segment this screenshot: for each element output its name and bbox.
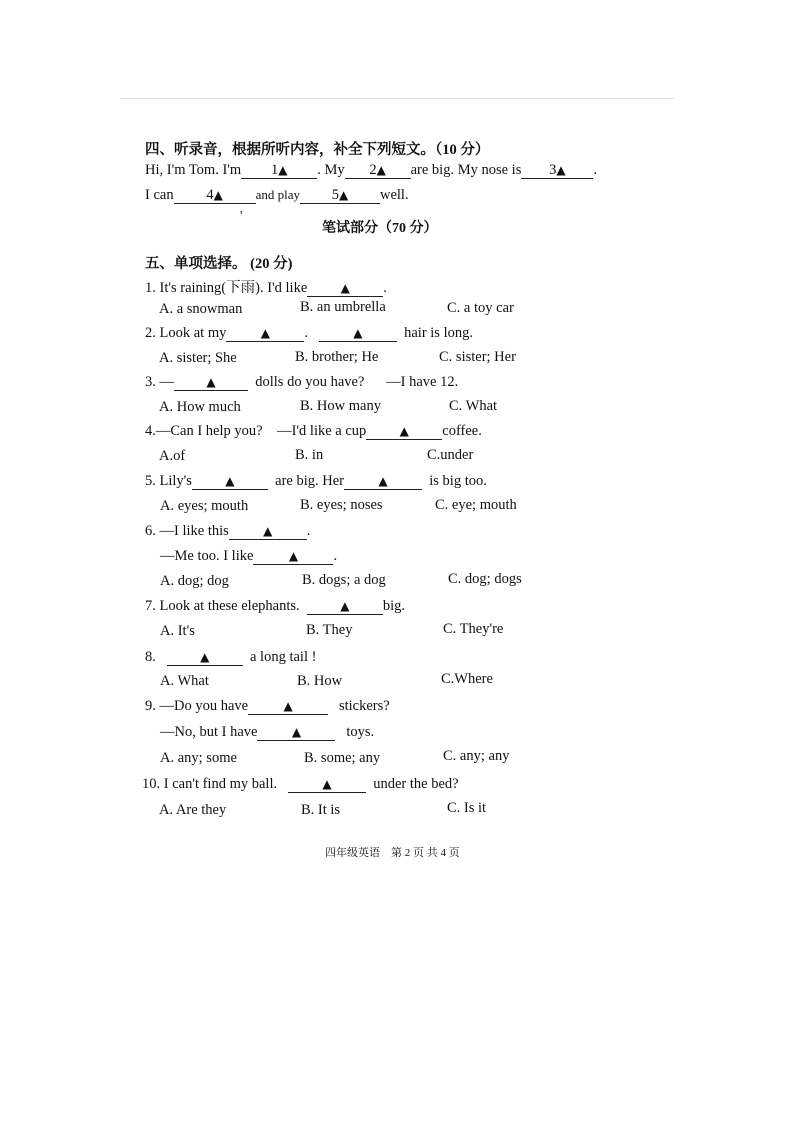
q9-option-b: B. some; any <box>304 750 381 766</box>
top-rule <box>120 98 675 99</box>
answer-blank: ▲ <box>319 326 397 342</box>
q8-option-c: C.Where <box>441 671 493 687</box>
q3-option-c: C. What <box>449 398 498 414</box>
question-5: 5. Lily's ▲ are big. Her ▲ is big too. <box>145 473 487 489</box>
question-8: 8. ▲ a long tail ! <box>145 649 317 665</box>
q5-option-c: C. eye; mouth <box>435 497 517 513</box>
answer-blank: ▲ <box>307 599 383 615</box>
q7-option-b: B. They <box>306 622 353 638</box>
q2-option-a: A. sister; She <box>159 350 237 366</box>
section-4-heading: 四、听录音，根据所听内容，补全下列短文。（10 分） <box>145 142 490 158</box>
question-6-reply: —Me too. I like ▲ . <box>160 548 338 564</box>
q10-option-a: A. Are they <box>159 802 227 818</box>
answer-blank: ▲ <box>192 474 268 490</box>
answer-blank: ▲ <box>366 424 442 440</box>
question-9: 9. —Do you have ▲ stickers? <box>145 698 390 714</box>
q6-option-a: A. dog; dog <box>160 573 229 589</box>
section-4-line-2: I can 4▲ and play 5▲ well. <box>145 187 409 203</box>
question-6: 6. —I like this ▲ . <box>145 523 311 539</box>
q4-option-a: A.of <box>159 448 186 464</box>
q4-option-b: B. in <box>295 447 324 463</box>
question-7: 7. Look at these elephants. ▲ big. <box>145 598 406 614</box>
answer-blank: ▲ <box>307 281 383 297</box>
blank-2: 2▲ <box>345 163 411 179</box>
question-3: 3. — ▲ dolls do you have? —I have 12. <box>145 374 459 390</box>
answer-blank: ▲ <box>226 326 304 342</box>
section-4-line-1: Hi, I'm Tom. I'm 1▲ . My 2▲ are big. My nose is 3▲ . <box>145 162 597 178</box>
stray-mark: ' <box>240 209 243 224</box>
blank-4: 4▲ <box>174 188 256 204</box>
q7-option-a: A. It's <box>160 623 195 639</box>
q3-option-b: B. How many <box>300 398 381 414</box>
blank-5: 5▲ <box>300 188 380 204</box>
answer-blank: ▲ <box>167 650 243 666</box>
q4-option-c: C.under <box>427 447 474 463</box>
q8-option-b: B. How <box>297 673 343 689</box>
question-10: 10. I can't find my ball. ▲ under the bed? <box>142 776 459 792</box>
answer-blank: ▲ <box>248 699 328 715</box>
question-4: 4.—Can I help you? —I'd like a cup ▲ coffee. <box>145 423 482 439</box>
answer-blank: ▲ <box>288 777 366 793</box>
q1-option-c: C. a toy car <box>447 300 514 316</box>
answer-blank: ▲ <box>344 474 422 490</box>
section-5-heading: 五、单项选择。 (20 分) <box>145 256 293 272</box>
q2-option-c: C. sister; Her <box>439 349 516 365</box>
q5-option-a: A. eyes; mouth <box>160 498 249 514</box>
q1-option-b: B. an umbrella <box>300 299 386 315</box>
q5-option-b: B. eyes; noses <box>300 497 383 513</box>
answer-blank: ▲ <box>253 549 333 565</box>
q1-option-a: A. a snowman <box>159 301 243 317</box>
blank-1: 1▲ <box>241 163 317 179</box>
q7-option-c: C. They're <box>443 621 504 637</box>
q6-option-b: B. dogs; a dog <box>302 572 386 588</box>
page-footer: 四年级英语 第 2 页 共 4 页 <box>325 847 460 859</box>
answer-blank: ▲ <box>229 524 307 540</box>
q9-option-a: A. any; some <box>160 750 237 766</box>
question-9-reply: —No, but I have ▲ toys. <box>160 724 375 740</box>
written-part-title: 笔试部分（70 分） <box>322 221 438 236</box>
answer-blank: ▲ <box>174 375 248 391</box>
q10-option-c: C. Is it <box>447 800 487 816</box>
q6-option-c: C. dog; dogs <box>448 571 522 587</box>
q2-option-b: B. brother; He <box>295 349 379 365</box>
q9-option-c: C. any; any <box>443 748 510 764</box>
question-2: 2. Look at my ▲ . ▲ hair is long. <box>145 325 473 341</box>
q10-option-b: B. It is <box>301 802 341 818</box>
q8-option-a: A. What <box>160 673 209 689</box>
q3-option-a: A. How much <box>159 399 241 415</box>
answer-blank: ▲ <box>257 725 335 741</box>
question-1: 1. It's raining(下雨). I'd like ▲ . <box>145 280 387 296</box>
blank-3: 3▲ <box>521 163 593 179</box>
